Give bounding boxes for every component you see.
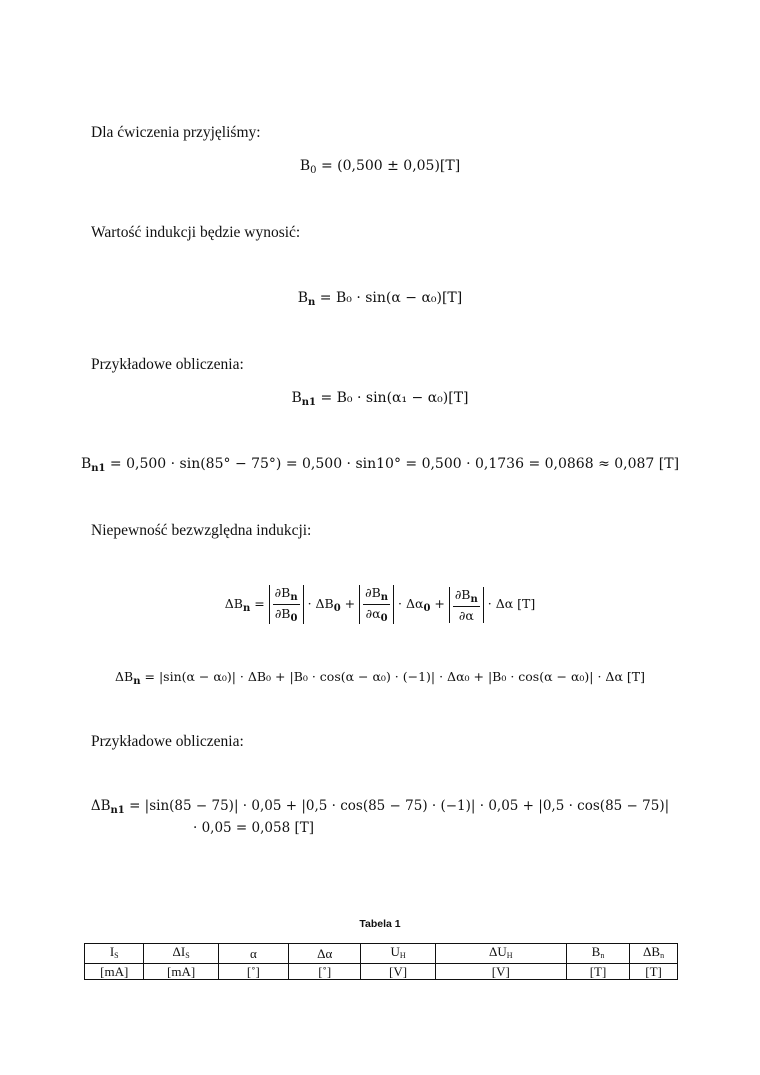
table-header-cell: $\Delta I_S$ bbox=[144, 944, 218, 964]
equation-dbn1-line1-rhs: = |sin(85 − 75)| · 0,05 + |0,5 · cos(85 − 75) · (−1)| · 0,05 + |0,5 · cos(85 − 75)| bbox=[129, 798, 670, 814]
paragraph-uncertainty-title: Niepewność bezwzględna indukcji: bbox=[91, 522, 312, 539]
equation-dbn1-numeric-line2: · 0,05 = 0,058 [T] bbox=[193, 820, 315, 836]
table-unit-cell: [mA] bbox=[144, 964, 218, 980]
equation-dbn-partial-tail: Δα [T] bbox=[495, 596, 536, 611]
table-header-cell: $\Delta B_n$ bbox=[630, 944, 678, 964]
paragraph-intro: Dla ćwiczenia przyjęliśmy: bbox=[91, 124, 261, 141]
table-unit-cell: [˚] bbox=[289, 964, 361, 980]
table-caption: Tabela 1 bbox=[359, 918, 401, 930]
data-table bbox=[84, 943, 678, 980]
table-header-cell: $B_n$ bbox=[566, 944, 629, 964]
table-units-row bbox=[85, 964, 678, 980]
table-unit-cell: [mA] bbox=[85, 964, 144, 980]
paragraph-induction-value: Wartość indukcji będzie wynosić: bbox=[91, 224, 301, 241]
equation-bn1-numeric-rhs: = 0,500 · sin(85° − 75°) = 0,500 · sin10° = 0,500 · 0,1736 = 0,0868 ≈ 0,087 [T] bbox=[109, 456, 680, 472]
equation-bn-formula: $B_n = B_0 \cdot \sin(\alpha - \alpha_0)[T]$ bbox=[297, 290, 463, 308]
table-unit-cell: [V] bbox=[435, 964, 566, 980]
equation-dbn-expanded: $\Delta B_n = |\sin(\alpha - \alpha_0)| \cdot \Delta B_0 + |B_0 \cdot \cos(\alpha - \alpha_0) \cdot (-1)| \cdot \Delta\alpha_0 + |B_0 \cdot \cos(\alpha - \alpha_0)| \cdot \Delta\alpha$ [T] bbox=[115, 669, 645, 687]
table-unit-cell: [T] bbox=[630, 964, 678, 980]
partial-abs-b0: $\frac{\partial B_n}{\partial B_0}$ bbox=[269, 585, 304, 624]
table-header-cell: $U_H$ bbox=[361, 944, 435, 964]
equation-dbn1-numeric-line1: $\Delta B_{n1} = |\sin(85 - 75)| \cdot 0,05 + |0,5 \cdot \cos(85 - 75) \cdot (-1)| \cdot 0,05 + |0,5 \cdot \cos(85 - 75)|$ bbox=[90, 798, 670, 816]
partial-abs-alpha0: $\frac{\partial B_n}{\partial\alpha_0}$ bbox=[359, 585, 394, 624]
equation-bn1-numeric: $B_{n1} = 0,500 \cdot \sin(85^\circ - 75^\circ) = 0,500 \cdot \sin 10^\circ = 0,500 \cdot 0,1736 = 0,0868 \approx 0,087$ [T] bbox=[80, 456, 680, 474]
equation-bn1-rhs: = B₀ · sin(α₁ − α₀)[T] bbox=[320, 390, 469, 406]
equation-dbn-partial: $\Delta B_n$ = $\frac{\partial B_n}{\partial B_0}$ · $\Delta B_0$ + $\frac{\partial B_n}{\partial\alpha_0}$ · $\Delta\alpha_0$ + $\frac{\partial B_n}{\partial\alpha}$ · Δα [T] bbox=[224, 585, 536, 624]
partial-abs-alpha: $\frac{\partial B_n}{\partial\alpha}$ bbox=[449, 587, 484, 623]
table-header-row bbox=[85, 944, 678, 964]
table-unit-cell: [T] bbox=[566, 964, 629, 980]
table-header-cell: $I_S$ bbox=[85, 944, 144, 964]
paragraph-example-calc-1: Przykładowe obliczenia: bbox=[91, 356, 244, 373]
equation-dbn-expanded-rhs: = |sin(α − α₀)| · ΔB₀ + |B₀ · cos(α − α₀) · (−1)| · Δα₀ + |B₀ · cos(α − α₀)| · Δα [T] bbox=[144, 669, 645, 684]
equation-b0-value: = (0,500 ± 0,05)[T] bbox=[320, 158, 461, 174]
table-unit-cell: [V] bbox=[361, 964, 435, 980]
table-header-cell: α bbox=[218, 944, 288, 964]
paragraph-example-calc-2: Przykładowe obliczenia: bbox=[91, 733, 244, 750]
table-unit-cell: [˚] bbox=[218, 964, 288, 980]
table-header-cell: $\Delta U_H$ bbox=[435, 944, 566, 964]
equation-b0-assumed: $B_0 = (0,500 \pm 0,05)[T]$ bbox=[299, 158, 461, 176]
equation-bn1-formula: $B_{n1} = B_0 \cdot \sin(\alpha_1 - \alpha_0)[T]$ bbox=[291, 390, 469, 408]
equation-bn-rhs: = B₀ · sin(α − α₀)[T] bbox=[319, 290, 463, 306]
table-header-cell: Δα bbox=[289, 944, 361, 964]
